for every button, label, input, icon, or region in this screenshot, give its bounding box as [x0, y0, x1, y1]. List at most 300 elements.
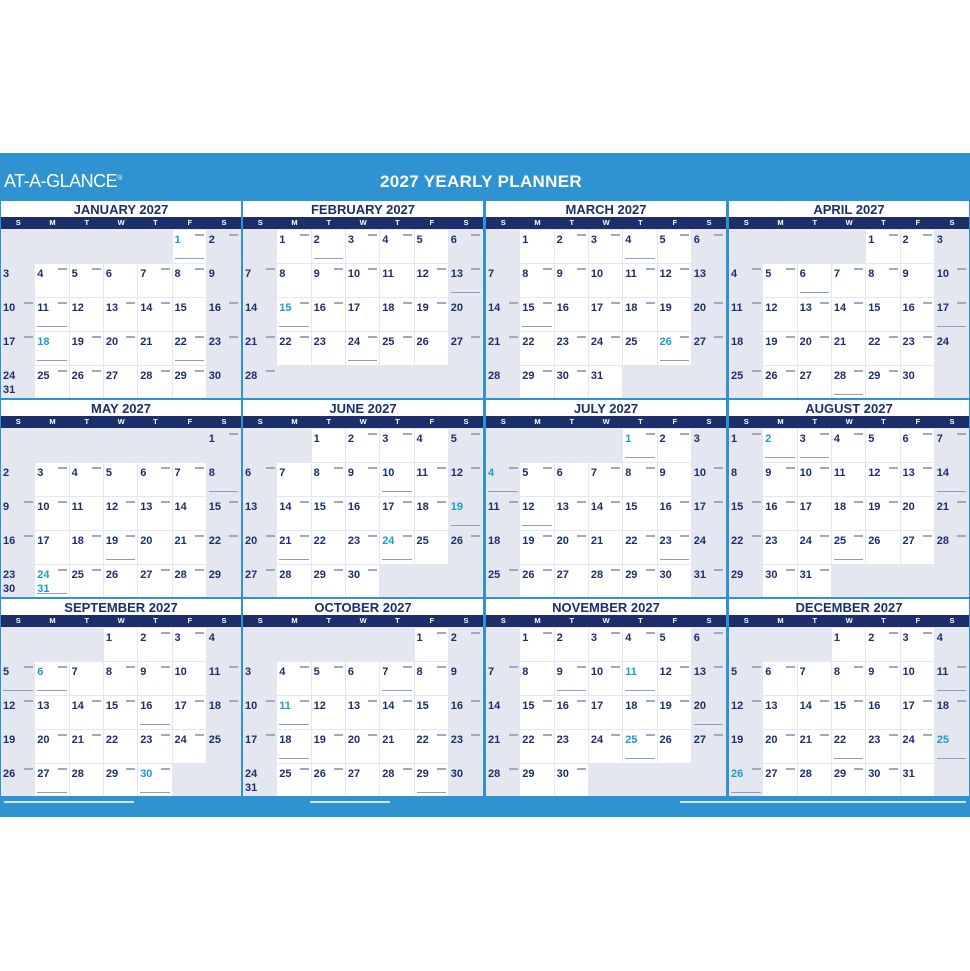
day-number: 2 [313, 234, 320, 246]
day-number: 9 [3, 501, 10, 513]
day-number: 5 [416, 234, 423, 246]
day-cell [729, 497, 763, 530]
day-number: 1 [105, 632, 113, 644]
weekday-header [1, 615, 241, 627]
day-of-year-note [752, 433, 761, 435]
day-cell [415, 730, 449, 763]
day-cell [449, 764, 483, 796]
day-cell [380, 264, 414, 297]
day-of-year-note [24, 768, 33, 770]
day-of-year-note [403, 336, 412, 338]
event-note [279, 559, 309, 560]
day-cell [692, 230, 726, 263]
day-cell [555, 628, 589, 661]
day-cell [658, 463, 692, 496]
day-number: 22 [522, 734, 535, 746]
weekday-label: S [743, 616, 749, 625]
day-of-year-note [680, 433, 689, 435]
day-cell [70, 730, 104, 763]
day-number: 2 [868, 632, 875, 644]
month-june [243, 400, 483, 597]
day-number: 4 [488, 467, 495, 479]
day-cell [520, 463, 554, 496]
day-cell [70, 662, 104, 695]
day-of-year-note [161, 632, 170, 634]
day-cell [832, 696, 866, 729]
day-cell [555, 298, 589, 331]
day-of-year-note [24, 336, 33, 338]
day-number: 21 [245, 336, 258, 348]
day-number: 15 [208, 501, 222, 513]
day-of-year-note [577, 336, 586, 338]
day-cell [277, 230, 311, 263]
day-of-year-note [229, 234, 238, 236]
day-number: 13 [765, 700, 778, 712]
weekday-header [486, 416, 726, 428]
day-number: 31 [37, 583, 50, 595]
day-cell [832, 662, 866, 695]
day-of-year-note [334, 268, 343, 270]
day-number: 19 [71, 336, 84, 348]
day-cell [763, 264, 797, 297]
day-number: 19 [868, 501, 881, 513]
day-cell [70, 366, 104, 398]
empty-day-cell [1, 628, 35, 661]
day-of-year-note [92, 336, 101, 338]
day-number: 1 [522, 234, 529, 246]
weekday-label: W [117, 616, 125, 625]
day-cell [35, 332, 69, 365]
day-of-year-note [266, 268, 275, 270]
day-number: 25 [71, 569, 84, 581]
day-cell [207, 696, 241, 729]
day-cell [589, 298, 623, 331]
day-of-year-note [58, 467, 67, 469]
month-title: MARCH 2027 [486, 201, 726, 217]
empty-day-cell [935, 366, 969, 398]
day-cell [729, 696, 763, 729]
day-cell [832, 463, 866, 496]
day-number: 24 [799, 535, 812, 547]
day-number: 20 [450, 302, 464, 314]
weekday-header [243, 217, 483, 229]
day-number: 27 [140, 569, 153, 581]
day-number: 18 [731, 336, 744, 348]
day-of-year-note [195, 632, 204, 634]
day-number: 15 [731, 501, 744, 513]
day-number: 20 [693, 700, 707, 712]
day-number: 19 [522, 535, 535, 547]
day-of-year-note [126, 336, 135, 338]
day-number: 18 [625, 302, 638, 314]
day-cell [692, 628, 726, 661]
day-of-year-note [786, 467, 795, 469]
day-cell [243, 497, 277, 530]
planner-title: 2027 YEARLY PLANNER [380, 172, 582, 191]
day-cell [415, 332, 449, 365]
day-cell [520, 628, 554, 661]
event-note [348, 360, 378, 361]
weekday-label: S [221, 417, 227, 426]
empty-day-cell [138, 230, 172, 263]
day-of-year-note [92, 370, 101, 372]
week-row [1, 628, 241, 662]
day-number: 19 [105, 535, 119, 547]
day-number: 1 [416, 632, 423, 644]
day-cell [243, 332, 277, 365]
day-cell [520, 230, 554, 263]
day-number: 11 [625, 268, 637, 280]
day-of-year-note [368, 535, 377, 537]
day-of-year-note [646, 632, 655, 634]
month-march [486, 201, 726, 398]
day-of-year-note [957, 666, 966, 668]
day-of-year-note [611, 734, 620, 736]
day-number: 14 [590, 501, 604, 513]
week-row [1, 696, 241, 730]
day-cell [346, 230, 380, 263]
month-title: OCTOBER 2027 [243, 599, 483, 615]
week-row [729, 332, 969, 366]
day-number: 4 [625, 234, 632, 246]
weekday-label: W [602, 218, 610, 227]
day-of-year-note [611, 569, 620, 571]
weekday-label: T [812, 616, 818, 625]
event-note [37, 326, 67, 327]
day-number: 21 [488, 336, 501, 348]
day-cell [866, 264, 900, 297]
day-of-year-note [92, 535, 101, 537]
empty-day-cell [763, 628, 797, 661]
weekday-label: S [463, 616, 469, 625]
day-cell [935, 730, 969, 763]
day-number: 6 [105, 268, 113, 280]
day-number: 23 [556, 734, 569, 746]
day-cell [935, 662, 969, 695]
day-number: 26 [765, 370, 778, 382]
event-note [37, 792, 67, 793]
event-note [625, 457, 655, 458]
day-number: 13 [347, 700, 361, 712]
day-of-year-note [752, 302, 761, 304]
week-row [1, 531, 241, 565]
day-number: 2 [140, 632, 147, 644]
day-cell [798, 696, 832, 729]
day-cell [486, 332, 520, 365]
event-note [800, 292, 830, 293]
day-cell [346, 730, 380, 763]
day-cell [104, 628, 138, 661]
day-cell [104, 764, 138, 796]
day-number: 7 [799, 666, 806, 678]
day-number: 5 [105, 467, 113, 479]
week-row [243, 463, 483, 497]
weekday-label: S [463, 218, 469, 227]
weekday-label: T [881, 616, 886, 625]
day-of-year-note [854, 268, 863, 270]
empty-day-cell [277, 628, 311, 661]
day-cell [866, 764, 900, 796]
day-of-year-note [58, 734, 67, 736]
day-of-year-note [126, 666, 135, 668]
day-of-year-note [334, 666, 343, 668]
day-of-year-note [646, 467, 655, 469]
day-of-year-note [714, 666, 723, 668]
day-cell [277, 497, 311, 530]
empty-day-cell [380, 628, 414, 661]
weekday-label: T [569, 417, 575, 426]
week-row [486, 662, 726, 696]
weekday-label: W [602, 417, 610, 426]
month-title: JUNE 2027 [243, 400, 483, 416]
weekday-label: T [638, 218, 643, 227]
day-number: 17 [174, 700, 187, 712]
weekday-header [243, 615, 483, 627]
day-of-year-note [786, 569, 795, 571]
day-number: 30 [868, 768, 881, 780]
day-number: 9 [659, 467, 666, 479]
day-number: 25 [37, 370, 50, 382]
day-cell [763, 497, 797, 530]
day-of-year-note [820, 569, 829, 571]
day-cell [692, 298, 726, 331]
day-of-year-note [24, 501, 33, 503]
event-note [522, 525, 552, 526]
week-row [729, 696, 969, 730]
day-number: 8 [279, 268, 286, 280]
weekday-label: F [187, 218, 193, 227]
day-cell [415, 497, 449, 530]
day-of-year-note [161, 768, 170, 770]
day-cell [449, 497, 483, 530]
day-of-year-note [543, 467, 552, 469]
day-number: 22 [522, 336, 535, 348]
day-number: 7 [245, 268, 252, 280]
day-of-year-note [854, 302, 863, 304]
day-of-year-note [58, 569, 67, 571]
day-number: 6 [765, 666, 772, 678]
day-number: 16 [765, 501, 778, 513]
week-row [1, 565, 241, 597]
weekday-label: T [569, 616, 575, 625]
day-number: 19 [765, 336, 778, 348]
day-number: 19 [450, 501, 464, 513]
day-number: 5 [313, 666, 320, 678]
event-note [175, 258, 205, 259]
day-of-year-note [957, 302, 966, 304]
day-number: 24 [382, 535, 395, 547]
day-number: 9 [140, 666, 147, 678]
day-number: 4 [208, 632, 215, 644]
day-cell [346, 298, 380, 331]
week-row [729, 298, 969, 332]
day-of-year-note [889, 734, 898, 736]
day-of-year-note [195, 234, 204, 236]
week-row [1, 429, 241, 463]
week-row [1, 366, 241, 398]
day-number: 28 [833, 370, 847, 382]
day-of-year-note [889, 268, 898, 270]
day-number: 4 [625, 632, 632, 644]
day-cell [173, 366, 207, 398]
day-of-year-note [471, 700, 480, 702]
day-number: 18 [71, 535, 84, 547]
day-cell [729, 264, 763, 297]
day-of-year-note [161, 666, 170, 668]
day-of-year-note [437, 501, 446, 503]
weekday-label: T [812, 218, 818, 227]
day-of-year-note [368, 700, 377, 702]
weekday-label: S [743, 218, 749, 227]
empty-day-cell [173, 764, 207, 796]
day-of-year-note [646, 734, 655, 736]
day-of-year-note [266, 467, 275, 469]
day-cell [1, 730, 35, 763]
day-cell [1, 531, 35, 564]
day-number: 30 [659, 569, 672, 581]
day-cell [555, 730, 589, 763]
day-cell [449, 628, 483, 661]
day-cell [312, 264, 346, 297]
day-number: 14 [245, 302, 258, 314]
event-note [765, 457, 795, 458]
day-cell [35, 298, 69, 331]
month-december [729, 599, 969, 796]
day-cell [623, 264, 657, 297]
day-number: 13 [450, 268, 464, 280]
day-cell [380, 662, 414, 695]
day-cell [901, 429, 935, 462]
weekday-label: T [395, 616, 400, 625]
week-row [486, 497, 726, 531]
month-september [1, 599, 241, 796]
day-number: 10 [902, 666, 915, 678]
day-number: 29 [522, 370, 535, 382]
empty-day-cell [1, 429, 35, 462]
day-number: 2 [902, 234, 909, 246]
day-cell [935, 230, 969, 263]
day-cell [346, 332, 380, 365]
day-number: 6 [140, 467, 147, 479]
event-note [488, 491, 518, 492]
empty-day-cell [866, 565, 900, 597]
day-cell [555, 531, 589, 564]
day-cell [173, 531, 207, 564]
month-title: FEBRUARY 2027 [243, 201, 483, 217]
day-number: 1 [522, 632, 529, 644]
day-cell [658, 230, 692, 263]
day-number: 16 [347, 501, 361, 513]
day-number: 22 [208, 535, 222, 547]
day-number: 1 [279, 234, 286, 246]
empty-day-cell [589, 429, 623, 462]
day-cell [277, 332, 311, 365]
week-row [486, 730, 726, 764]
day-number: 18 [279, 734, 292, 746]
day-cell [207, 298, 241, 331]
day-of-year-note [403, 768, 412, 770]
empty-day-cell [243, 230, 277, 263]
day-cell [901, 332, 935, 365]
day-cell [901, 366, 935, 398]
weekday-label: T [395, 417, 400, 426]
day-number: 3 [590, 234, 598, 246]
day-cell [901, 764, 935, 796]
weekday-label: F [915, 218, 921, 227]
day-number: 22 [731, 535, 744, 547]
day-cell [207, 429, 241, 462]
day-number: 5 [659, 234, 666, 246]
day-of-year-note [266, 700, 275, 702]
empty-day-cell [380, 366, 414, 398]
day-cell [35, 463, 69, 496]
day-number: 16 [208, 302, 222, 314]
day-number: 1 [868, 234, 875, 246]
day-number: 24 [37, 569, 50, 581]
event-note [937, 690, 967, 691]
day-number: 24 [174, 734, 187, 746]
day-cell [243, 730, 277, 763]
day-number: 22 [279, 336, 292, 348]
event-note [382, 491, 412, 492]
day-cell [35, 531, 69, 564]
weekday-header [486, 217, 726, 229]
day-cell [138, 764, 172, 796]
event-note [314, 258, 344, 259]
day-of-year-note [300, 234, 309, 236]
day-cell [380, 463, 414, 496]
day-cell [935, 696, 969, 729]
event-note [279, 758, 309, 759]
day-of-year-note [229, 535, 238, 537]
day-of-year-note [680, 501, 689, 503]
footer-fine-print-left [4, 801, 134, 803]
day-number: 21 [799, 734, 812, 746]
day-number: 24 [3, 370, 16, 382]
day-cell [70, 264, 104, 297]
day-number: 29 [868, 370, 881, 382]
day-cell [35, 565, 69, 597]
event-note [140, 792, 170, 793]
month-title: JULY 2027 [486, 400, 726, 416]
day-number: 13 [37, 700, 50, 712]
day-number: 17 [590, 302, 604, 314]
day-number: 6 [693, 632, 700, 644]
day-number: 30 [208, 370, 222, 382]
day-of-year-note [368, 467, 377, 469]
weekday-label: M [534, 417, 541, 426]
day-of-year-note [368, 569, 377, 571]
day-number: 8 [174, 268, 181, 280]
day-of-year-note [714, 302, 723, 304]
day-cell [104, 463, 138, 496]
day-cell [589, 696, 623, 729]
weekday-label: T [812, 417, 818, 426]
day-cell [243, 565, 277, 597]
day-number: 9 [868, 666, 875, 678]
day-of-year-note [266, 734, 275, 736]
day-number: 14 [71, 700, 84, 712]
day-number: 10 [174, 666, 187, 678]
weekday-label: M [291, 417, 298, 426]
day-number: 4 [936, 632, 943, 644]
day-of-year-note [24, 302, 33, 304]
day-cell [415, 264, 449, 297]
day-of-year-note [266, 336, 275, 338]
day-of-year-note [646, 268, 655, 270]
day-cell [104, 366, 138, 398]
day-cell [555, 497, 589, 530]
